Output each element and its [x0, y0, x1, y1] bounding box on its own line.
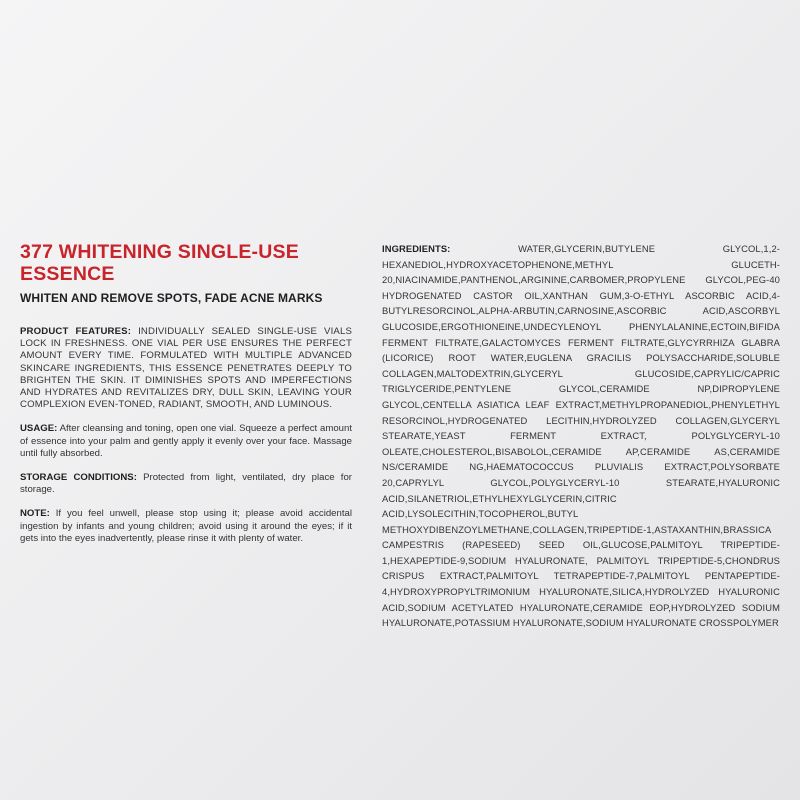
note-text: If you feel unwell, please stop using it; please avoid accidental ingestion by infants and young children; avoid using it around the eyes; if it gets into the eyes inadvertently, please rinse it with plenty of water. — [20, 508, 352, 544]
note-section — [20, 508, 352, 545]
product-features — [20, 326, 352, 411]
features-label: PRODUCT FEATURES: — [20, 326, 132, 337]
storage-text: Protected from light, ventilated, dry place for storage. — [20, 472, 352, 496]
product-title: 377 WHITENING SINGLE-USE ESSENCE — [20, 241, 299, 285]
storage-section — [20, 472, 352, 496]
features-text: INDIVIDUALLY SEALED SINGLE-USE VIALS LOCK IN FRESHNESS. ONE VIAL PER USE ENSURES THE PERFECT AMOUNT EVERY TIME. FORMULATED WITH MULTIPLE ADVANCED SKINCARE INGREDIENTS, THIS ESSENCE PENETRATES DEEPLY TO BRIGHTEN THE SKIN. IT DIMINISHES SPOTS AND IMPERFECTIONS AND HYDRATES AND REVITALIZES DRY, DULL SKIN, LEAVING YOUR COMPLEXION EVEN-TONED, RADIANT, SMOOTH, AND LUMINOUS. — [20, 326, 352, 411]
note-label: NOTE: — [20, 508, 50, 520]
usage-text: After cleansing and toning, open one vial. Squeeze a perfect amount of essence into your palm and gently apply it evenly over your face. Massage until fully absorbed. — [20, 423, 352, 459]
product-subtitle: WHITEN AND REMOVE SPOTS, FADE ACNE MARKS — [20, 291, 323, 305]
storage-label: STORAGE CONDITIONS: — [20, 472, 137, 484]
usage-label: USAGE: — [20, 423, 58, 435]
ingredients-label: INGREDIENTS: — [382, 243, 451, 254]
ingredients-column — [382, 241, 780, 631]
product-info-column — [20, 241, 352, 545]
ingredients-text: WATER,GLYCERIN,BUTYLENE GLYCOL,1,2-HEXANEDIOL,HYDROXYACETOPHENONE,METHYL GLUCETH-20,NIACINAMIDE,PANTHENOL,ARGININE,CARBOMER,PROPYLENE GLYCOL,PEG-40 HYDROGENATED CASTOR OIL,XANTHAN GUM,3-O-ETHYL ASCORBIC ACID,4-BUTYLRESORCINOL,ALPHA-ARBUTIN,CARNOSINE,ASCORBIC ACID,ASCORBYL GLUCOSIDE,ERGOTHIONEINE,UNDECYLENOYL PHENYLALANINE,ECTOIN,BIFIDA FERMENT FILTRATE,GALACTOMYCES FERMENT FILTRATE,GLYCYRRHIZA GLABRA (LICORICE) ROOT WATER,EUGLENA GRACILIS POLYSACCHARIDE,SOLUBLE COLLAGEN,MALTODEXTRIN,GLYCERYL GLUCOSIDE,CAPRYLIC/CAPRIC TRIGLYCERIDE,PENTYLENE GLYCOL,CERAMIDE NP,DIPROPYLENE GLYCOL,CENTELLA ASIATICA LEAF EXTRACT,METHYLPROPANEDIOL,PHENYLETHYL RESORCINOL,HYDROGENATED LECITHIN,HYDROLYZED COLLAGEN,GLYCERYL STEARATE,YEAST FERMENT EXTRACT, POLYGLYCERYL-10 OLEATE,CHOLESTEROL,BISABOLOL,CERAMIDE AP,CERAMIDE AS,CERAMIDE NS/CERAMIDE NG,HAEMATOCOCCUS PLUVIALIS EXTRACT,POLYSORBATE 20,CAPRYLYL GLYCOL,POLYGLYCERYL-10 STEARATE,HYALURONIC ACID,SILANETRIOL,ETHYLHEXYLGLYCERIN,CITRIC ACID,LYSOLECITHIN,TOCOPHEROL,BUTYL METHOXYDIBENZOYLMETHANE,COLLAGEN,TRIPEPTIDE-1,ASTAXANTHIN,BRASSICA CAMPESTRIS (RAPESEED) SEED OIL,GLUCOSE,PALMITOYL TRIPEPTIDE-1,HEXAPEPTIDE-9,SODIUM HYALURONATE, PALMITOYL TRIPEPTIDE-5,CHONDRUS CRISPUS EXTRACT,PALMITOYL TETRAPEPTIDE-7,PALMITOYL PENTAPEPTIDE-4,HYDROXYPROPYLTRIMONIUM HYALURONATE,SILICA,HYDROLYZED HYALURONIC ACID,SODIUM ACETYLATED HYALURONATE,CERAMIDE EOP,HYDROLYZED SODIUM HYALURONATE,POTASSIUM HYALURONATE,SODIUM HYALURONATE CROSSPOLYMER — [382, 243, 780, 629]
ingredients-section — [382, 241, 780, 631]
usage-section — [20, 423, 352, 460]
